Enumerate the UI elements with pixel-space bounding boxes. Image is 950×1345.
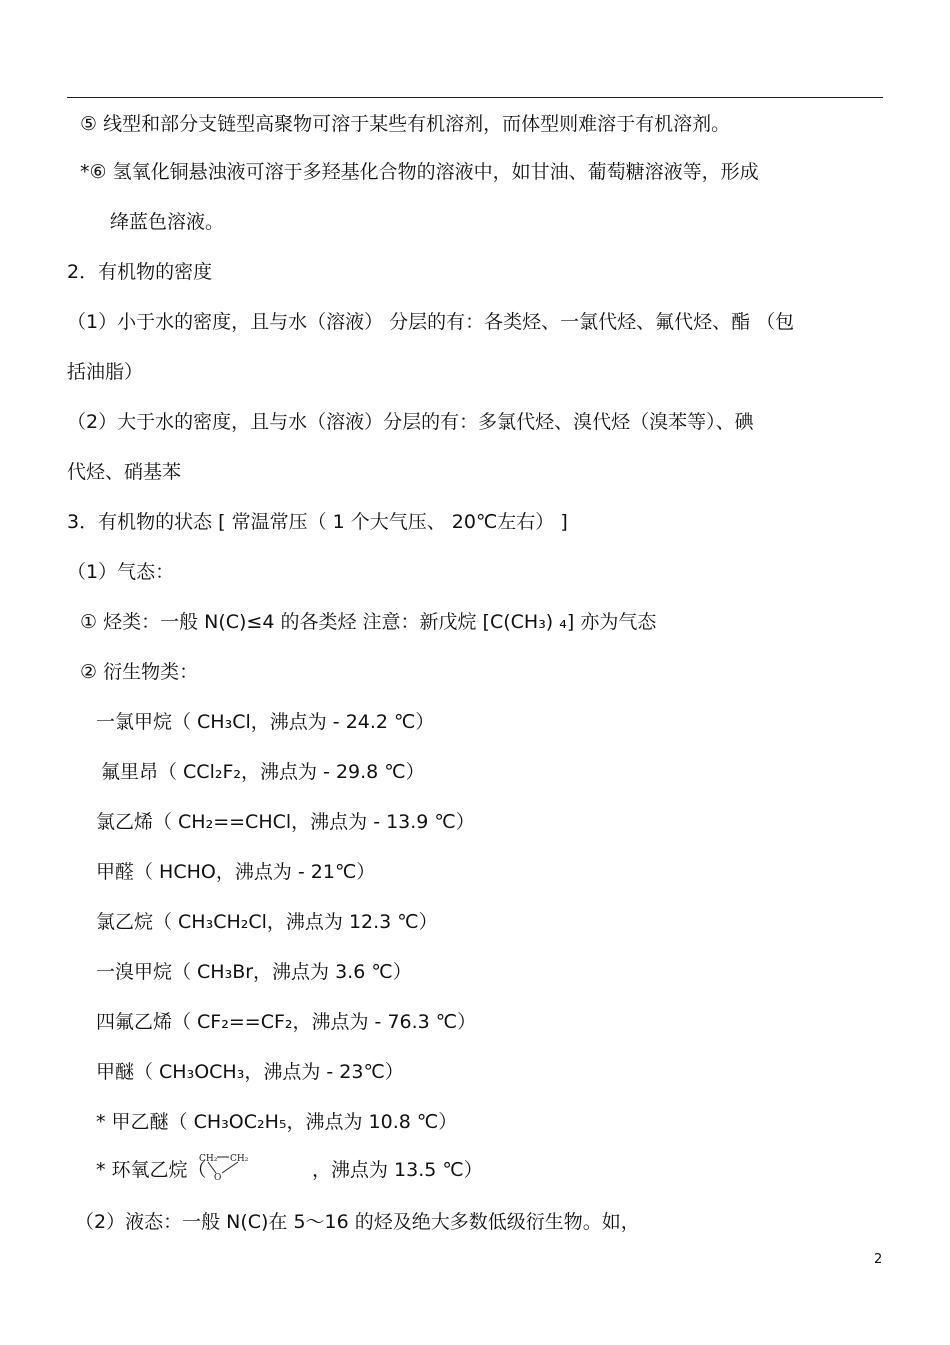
text-line: （1）气态：: [67, 561, 175, 583]
list-item: 一溴甲烷（ CH₃Br，沸点为 3.6 ℃）: [96, 961, 412, 983]
text-line: 代烃、硝基苯: [67, 461, 182, 483]
text-line: ，沸点为 13.5 ℃）: [312, 1159, 483, 1181]
text-line: ② 衍生物类：: [80, 661, 199, 683]
text-line: ⑤ 线型和部分支链型高聚物可溶于某些有机溶剂，而体型则难溶于有机溶剂。: [80, 113, 731, 135]
list-item: 一氯甲烷（ CH₃Cl，沸点为 - 24.2 ℃）: [96, 711, 435, 733]
section-heading: 3．有机物的状态 [ 常温常压（ 1 个大气压、 20℃左右） ]: [67, 511, 568, 533]
text-line: （2）大于水的密度，且与水（溶液）分层的有：多氯代烃、溴代烃（溴苯等）、碘: [67, 411, 754, 433]
page-number: 2: [874, 1252, 883, 1267]
ring-atom-label: CH₂: [199, 1154, 218, 1164]
text-line: （2）液态：一般 N(C)在 5～16 的烃及绝大多数低级衍生物。如，: [75, 1211, 640, 1233]
header-rule: [67, 97, 883, 98]
list-item: 氟里昂（ CCl₂F₂，沸点为 - 29.8 ℃）: [101, 761, 425, 783]
text-line: （1）小于水的密度，且与水（溶液） 分层的有：各类烃、一氯代烃、氟代烃、酯 （包: [67, 311, 795, 333]
list-item: 四氟乙烯（ CF₂==CF₂，沸点为 - 76.3 ℃）: [96, 1011, 477, 1033]
list-item: 氯乙烯（ CH₂==CHCl，沸点为 - 13.9 ℃）: [96, 811, 475, 833]
ring-atom-label: CH₂: [230, 1154, 249, 1164]
epoxide-ring-structure: [199, 1151, 255, 1181]
ring-atom-label: O: [214, 1173, 222, 1181]
text-line: *⑥ 氢氧化铜悬浊液可溶于多羟基化合物的溶液中，如甘油、葡萄糖溶液等，形成: [80, 161, 759, 183]
list-item: * 环氧乙烷（: [96, 1159, 207, 1181]
text-line: ① 烃类：一般 N(C)≤4 的各类烃 注意：新戊烷 [C(CH₃) ₄] 亦为气态: [80, 611, 657, 633]
list-item: 甲醚（ CH₃OCH₃，沸点为 - 23℃）: [96, 1061, 404, 1083]
list-item: * 甲乙醚（ CH₃OC₂H₅，沸点为 10.8 ℃）: [96, 1111, 458, 1133]
text-line: 绛蓝色溶液。: [110, 211, 225, 233]
section-heading: 2．有机物的密度: [67, 261, 213, 283]
text-line: 括油脂）: [67, 361, 144, 383]
list-item: 甲醛（ HCHO，沸点为 - 21℃）: [96, 861, 376, 883]
list-item: 氯乙烷（ CH₃CH₂Cl，沸点为 12.3 ℃）: [96, 911, 438, 933]
